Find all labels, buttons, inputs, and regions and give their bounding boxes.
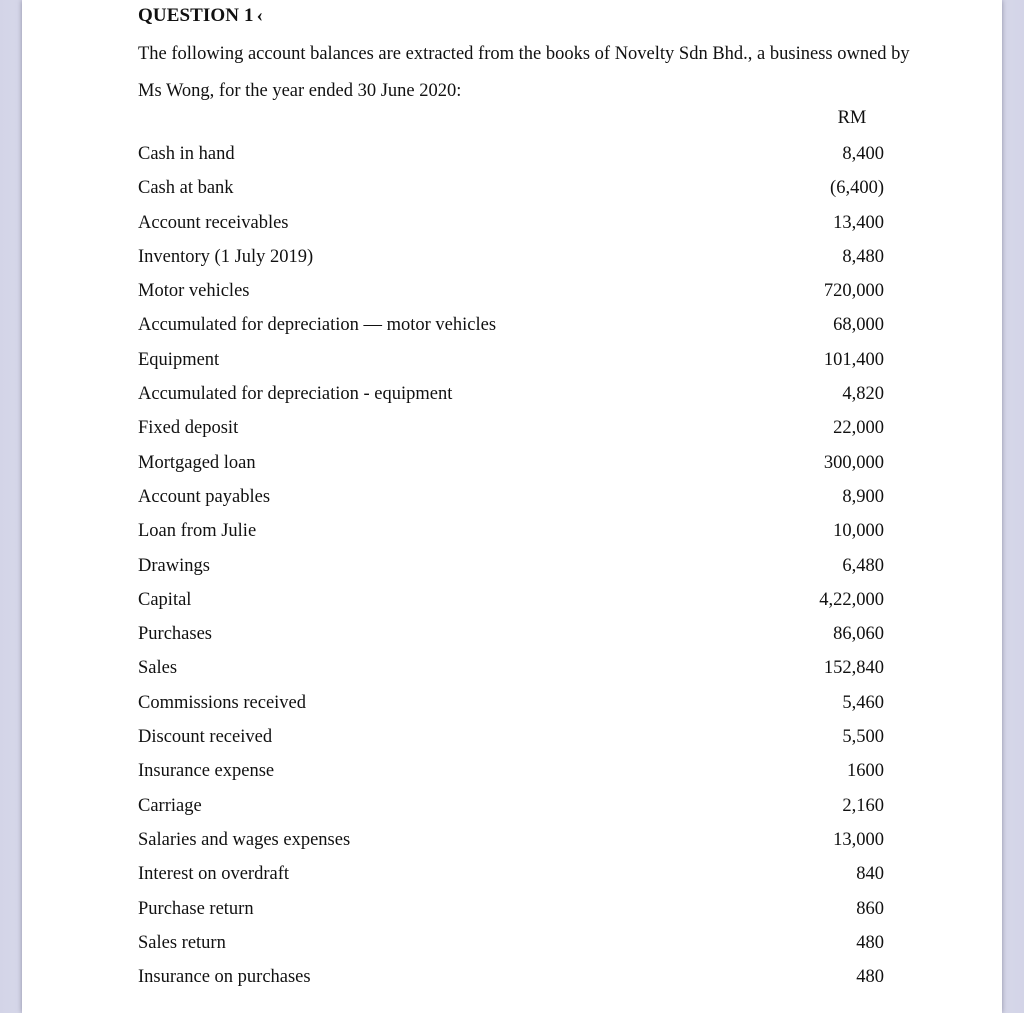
account-value: 8,900 [842, 486, 884, 507]
account-value: 68,000 [833, 315, 884, 336]
account-value: 10,000 [833, 521, 884, 542]
account-row [138, 583, 884, 617]
account-label: Cash in hand [138, 144, 235, 164]
account-value: 5,460 [842, 692, 884, 713]
account-row [138, 171, 884, 205]
account-row [138, 686, 884, 720]
account-value: 86,060 [833, 624, 884, 645]
account-label: Drawings [138, 555, 210, 576]
question-title [138, 5, 263, 27]
account-label: Purchase return [138, 898, 254, 919]
account-row [138, 857, 884, 891]
account-label: Mortgaged loan [138, 452, 256, 473]
account-value: 840 [856, 864, 884, 885]
account-row [138, 137, 884, 171]
account-row [138, 926, 884, 960]
account-row [138, 720, 884, 754]
account-value: 5,500 [842, 727, 884, 748]
account-label: Salaries and wages expenses [138, 829, 351, 850]
account-value: 860 [856, 898, 884, 919]
account-label: Purchases [138, 624, 212, 645]
account-row [138, 617, 884, 651]
account-row [138, 411, 884, 445]
account-label: Inventory (1 July 2019) [138, 246, 314, 267]
title-mark: ‹ [256, 5, 263, 26]
account-row [138, 823, 884, 857]
account-row [138, 274, 884, 308]
account-label: Carriage [138, 795, 202, 816]
account-row [138, 754, 884, 788]
account-label: Sales return [138, 932, 226, 953]
account-value: 1600 [847, 761, 884, 782]
question-title-text: QUESTION 1 [138, 5, 254, 26]
currency-header: RM [837, 108, 867, 128]
account-label: Account receivables [138, 212, 289, 233]
document-page [22, 0, 1002, 1013]
account-label: Accumulated for depreciation — motor vehicles [138, 315, 497, 336]
account-label: Discount received [138, 727, 273, 748]
account-value: 152,840 [823, 658, 884, 679]
account-label: Insurance on purchases [138, 967, 311, 988]
account-value: 480 [856, 932, 884, 953]
intro-paragraph: The following account balances are extracted from the books of Novelty Sdn Bhd., a business owned by Ms Wong, for the year ended 30 June 2020: [138, 44, 910, 101]
account-row [138, 480, 884, 514]
account-label: Loan from Julie [138, 521, 257, 542]
account-value: 8,400 [842, 144, 884, 164]
account-value: 720,000 [823, 281, 884, 302]
account-label: Accumulated for depreciation - equipment [138, 384, 453, 405]
account-value: 2,160 [842, 795, 884, 816]
account-row [138, 308, 884, 342]
account-row [138, 651, 884, 685]
account-label: Capital [138, 589, 192, 610]
account-value: 4,820 [842, 384, 884, 405]
account-row [138, 240, 884, 274]
account-label: Sales [138, 658, 178, 679]
account-label: Motor vehicles [138, 281, 250, 302]
account-label: Account payables [138, 486, 271, 507]
account-value: 101,400 [823, 349, 884, 370]
account-label: Equipment [138, 349, 220, 370]
account-value: 480 [856, 967, 884, 988]
account-value: 13,400 [833, 212, 884, 233]
account-value: 22,000 [833, 418, 884, 439]
account-label: Insurance expense [138, 761, 275, 782]
account-row [138, 549, 884, 583]
account-value: 13,000 [833, 829, 884, 850]
account-value: 6,480 [842, 555, 884, 576]
account-value: 8,480 [842, 246, 884, 267]
account-label: Interest on overdraft [138, 864, 290, 885]
account-value: 4,22,000 [819, 589, 884, 610]
account-row [138, 206, 884, 240]
account-row [138, 789, 884, 823]
account-row [138, 514, 884, 548]
account-balances-list [138, 137, 884, 994]
account-label: Cash at bank [138, 178, 234, 199]
account-row [138, 377, 884, 411]
account-row [138, 446, 884, 480]
account-value: 300,000 [823, 452, 884, 473]
account-value: (6,400) [830, 178, 884, 199]
account-row [138, 343, 884, 377]
account-label: Fixed deposit [138, 418, 239, 439]
account-row [138, 892, 884, 926]
account-label: Commissions received [138, 692, 307, 713]
account-row [138, 960, 884, 994]
